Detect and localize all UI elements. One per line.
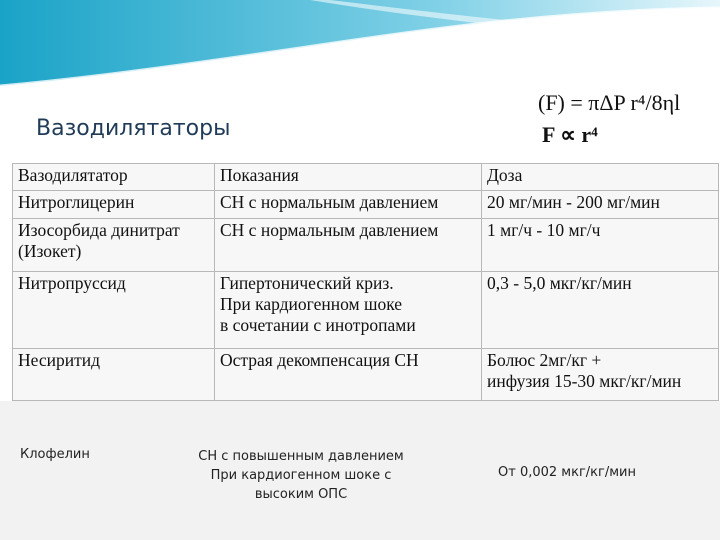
column-header-indication: Показания (215, 164, 482, 191)
indication-cell: Гипертонический криз. При кардиогенном шоке в сочетании с инотропами (215, 271, 482, 348)
formula-line-1: (F) = πΔP r⁴/8ηl (538, 90, 681, 115)
slide-title: Вазодилятаторы (36, 116, 231, 141)
dose-cell: 1 мг/ч - 10 мг/ч (482, 219, 719, 271)
dose-cell: 0,3 - 5,0 мкг/кг/мин (482, 271, 719, 348)
indication-cell: СН с повышенным давлением При кардиогенном шоке с высоким ОПС (198, 449, 404, 502)
dose-cell: Болюс 2мг/кг + инфузия 15-30 мкг/кг/мин (482, 348, 719, 400)
formula-line-2: F ∝ r⁴ (542, 122, 598, 147)
table-row (13, 219, 719, 271)
table-header-row (13, 164, 719, 191)
drug-cell: Нитропруссид (13, 271, 215, 348)
drug-cell: Клофелин (20, 447, 90, 462)
table-row (13, 191, 719, 219)
indication-cell: СН с нормальным давлением (215, 191, 482, 219)
dose-cell: 20 мг/мин - 200 мг/мин (482, 191, 719, 219)
indication-cell: СН с нормальным давлением (215, 219, 482, 271)
indication-cell: Острая декомпенсация СН (215, 348, 482, 400)
poiseuille-formula (528, 86, 713, 158)
table-row (13, 271, 719, 348)
column-header-dose: Доза (482, 164, 719, 191)
vasodilator-table (12, 163, 718, 401)
table-row (13, 348, 719, 400)
header-decoration (0, 0, 720, 90)
column-header-drug: Вазодилятатор (13, 164, 215, 191)
extra-table-row (0, 401, 720, 540)
drug-cell: Нитроглицерин (13, 191, 215, 219)
drug-cell: Изосорбида динитрат (Изокет) (13, 219, 215, 271)
drug-cell: Несиритид (13, 348, 215, 400)
dose-cell: От 0,002 мкг/кг/мин (498, 465, 636, 480)
